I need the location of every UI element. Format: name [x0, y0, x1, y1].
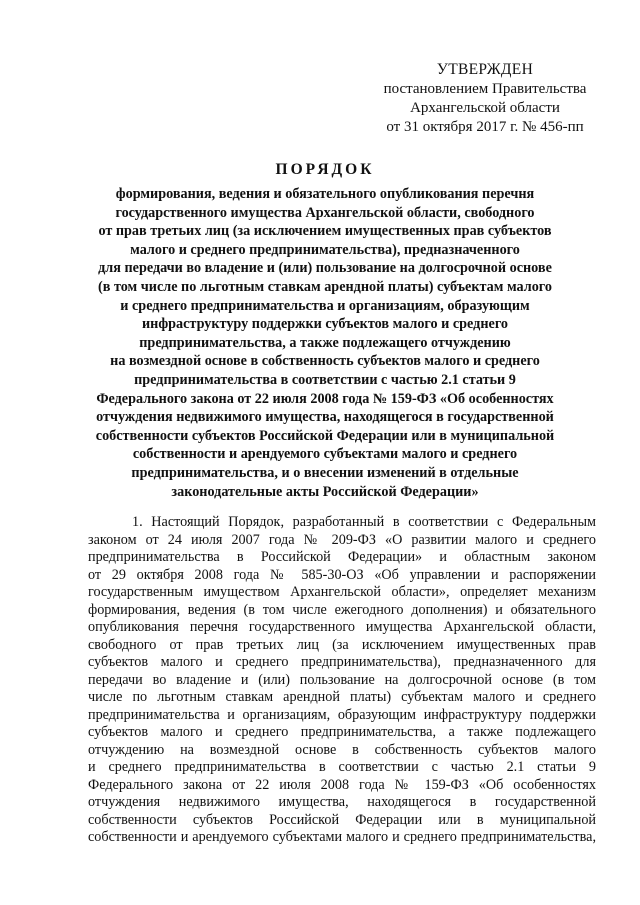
paragraph-line: формирования, ведения (в том числе ежегодного дополнения) и обязательного — [88, 601, 596, 618]
title-line: законодательные акты Российской Федерации» — [171, 483, 479, 500]
paragraph-line: субъектов малого и среднего предпринимательства), предназначенного для — [88, 654, 596, 670]
title-line: собственности и арендуемого субъектами малого и среднего — [132, 446, 518, 463]
title-line: отчуждения недвижимого имущества, находящегося в государственной — [96, 409, 554, 426]
paragraph-line: 1. Настоящий Порядок, разработанный в соответствии с Федеральным — [132, 514, 596, 530]
paragraph-line: отчуждения недвижимого имущества, находящегося в государственной — [88, 794, 596, 810]
paragraph-1 — [88, 514, 596, 847]
title-line: предпринимательства, а также подлежащего отчуждению — [139, 334, 511, 351]
paragraph-line: предпринимательства и организациям, образующим инфраструктуру поддержки — [88, 706, 596, 723]
title-line: малого и среднего предпринимательства), предназначенного — [130, 241, 520, 258]
approval-line-3: от 31 октября 2017 г. № 456-пп — [386, 119, 584, 135]
paragraph-line: от 29 октября 2008 года № 585-30-ОЗ «Об управлении и распоряжении — [88, 566, 596, 583]
document-title-block — [70, 160, 580, 501]
approval-line-1: постановлением Правительства — [383, 81, 587, 97]
paragraph-line: передачи во владение и (или) пользование на долгосрочной основе (в том — [88, 671, 596, 688]
paragraph-line: собственности и арендуемого субъектами малого и среднего предпринимательства, — [88, 829, 596, 845]
title-line: от прав третьих лиц (за исключением имущественных прав субъектов — [98, 223, 552, 240]
title-line: формирования, ведения и обязательного опубликования перечня — [115, 186, 535, 202]
document-title: ПОРЯДОК — [275, 161, 375, 178]
approval-line-2: Архангельской области — [410, 100, 560, 116]
paragraph-line: числе по льготным ставкам арендной платы) субъектам малого и среднего — [88, 689, 596, 705]
paragraph-line: опубликования перечня государственного имущества Архангельской области, — [88, 619, 596, 635]
title-line: и среднего предпринимательства и организациям, образующим — [120, 297, 530, 314]
paragraph-line: субъектов малого и среднего предпринимательства, а также подлежащего — [88, 724, 596, 740]
title-line: (в том числе по льготным ставкам арендной платы) субъектам малого — [98, 278, 552, 295]
paragraph-line: законом от 24 июля 2007 года № 209-ФЗ «О развитии малого и среднего — [88, 531, 596, 548]
title-line: государственного имущества Архангельской области, свободного — [115, 204, 535, 221]
title-line: инфраструктуру поддержки субъектов малого и среднего — [141, 316, 508, 333]
paragraph-line: собственности субъектов Российской Федерации или в муниципальной — [88, 811, 596, 828]
paragraph-line: Федерального закона от 22 июля 2008 года № 159-ФЗ «Об особенностях — [88, 776, 596, 793]
title-line: Федерального закона от 22 июля 2008 года № 159-ФЗ «Об особенностях — [96, 390, 554, 407]
approved-label: УТВЕРЖДЕН — [436, 61, 534, 78]
approval-stamp — [380, 60, 590, 137]
paragraph-line: предпринимательства в Российской Федерации» и областным законом — [88, 549, 596, 565]
paragraph-line: государственным имуществом Архангельской области», определяет механизм — [88, 584, 596, 600]
title-line: для передачи во владение и (или) пользование на долгосрочной основе — [98, 260, 552, 277]
title-line: предпринимательства, и о внесении изменений в отдельные — [131, 464, 519, 481]
title-line: собственности субъектов Российской Федерации или в муниципальной — [95, 427, 555, 444]
paragraph-line: отчуждению на возмездной основе в собственность субъектов малого — [88, 741, 596, 758]
title-line: на возмездной основе в собственность субъектов малого и среднего — [110, 353, 540, 370]
paragraph-line: свободного от прав третьих лиц (за исключением имущественных прав — [88, 636, 596, 653]
title-line: предпринимательства в соответствии с частью 2.1 статьи 9 — [134, 371, 516, 388]
paragraph-line: и среднего предпринимательства в соответствии с частью 2.1 статьи 9 — [88, 759, 596, 775]
